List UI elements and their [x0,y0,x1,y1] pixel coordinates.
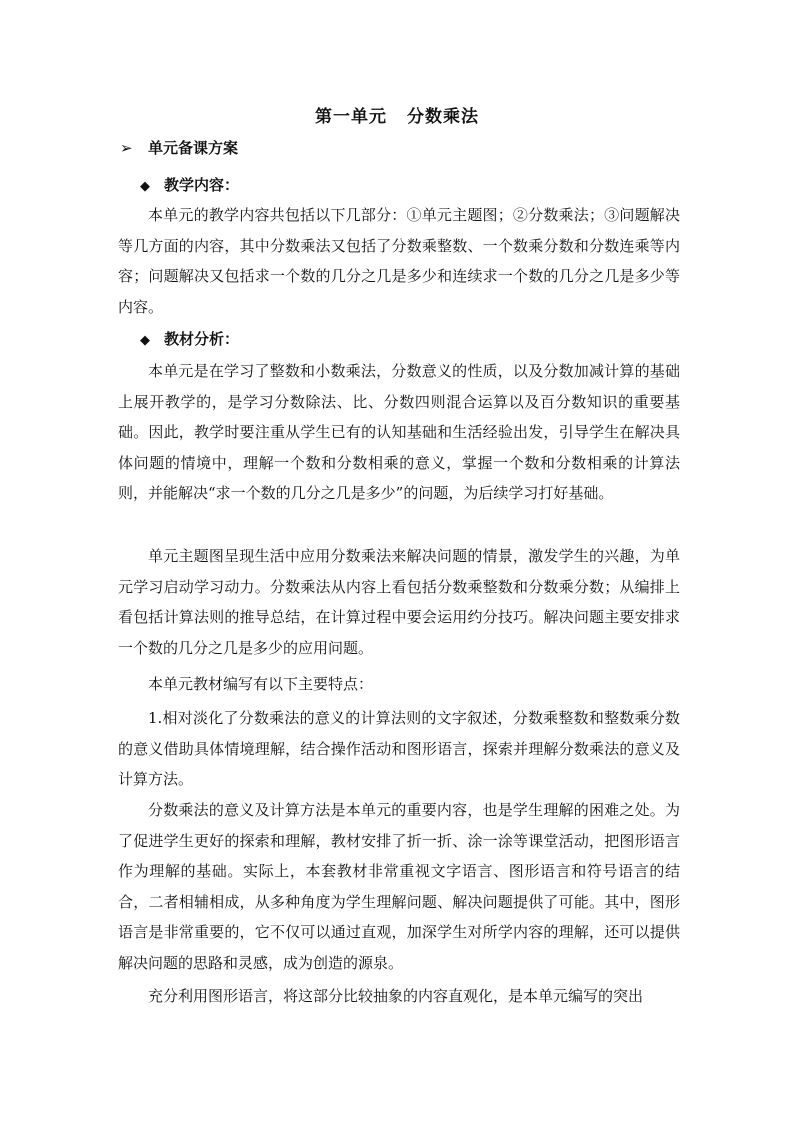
paragraph-feature-1: 1.相对淡化了分数乘法的意义的计算法则的文字叙述，分数乘整数和整数乘分数的意义借助具体情境理解，结合操作活动和图形语言，探索并理解分数乘法的意义及计算方法。 [118,709,680,788]
title-topic: 分数乘法 [407,107,479,127]
paragraph-analysis-1: 本单元是在学习了整数和小数乘法，分数意义的性质，以及分数加减计算的基础上展开教学的，是学习分数除法、比、分数四则混合运算以及百分数知识的重要基础。因此，教学时要注重从学生已有的认知基础和生活经验出发，引导学生在解决具体问题的情境中，理解一个数和分数相乘的意义，掌握一个数和分数相乘的计算法则，并能解决“求一个数的几分之几是多少”的问题，为后续学习打好基础。 [118,362,680,502]
section-heading [120,136,238,160]
arrow-bullet-icon: ➢ [120,139,133,157]
sub-heading-teaching-content [140,173,239,199]
paragraph-features-intro: 本单元教材编写有以下主要特点： [148,675,374,693]
sub-heading-material-analysis [140,327,239,353]
diamond-bullet-icon: ◆ [140,333,150,348]
paragraph-graphic-language: 充分利用图形语言，将这部分比较抽象的内容直观化，是本单元编写的突出 [148,987,644,1005]
section-heading-text: 单元备课方案 [148,139,239,157]
diamond-bullet-icon: ◆ [140,179,150,194]
paragraph-analysis-2: 单元主题图呈现生活中应用分数乘法来解决问题的情景，激发学生的兴趣，为单元学习启动学习动力。分数乘法从内容上看包括分数乘整数和分数乘分数；从编排上看包括计算法则的推导总结，在计算过程中要会运用约分技巧。解决问题主要安排求一个数的几分之几是多少的应用问题。 [118,547,680,657]
sub-heading-text: 教学内容： [164,176,240,194]
sub-heading-text: 教材分析： [164,330,240,348]
title-unit: 第一单元 [315,107,387,127]
paragraph-teaching-content: 本单元的教学内容共包括以下几部分：①单元主题图；②分数乘法；③问题解决等几方面的内容，其中分数乘法又包括了分数乘整数、一个数乘分数和分数连乘等内容；问题解决又包括求一个数的几分之几是多少和连续求一个数的几分之几是多少等内容。 [118,206,680,316]
page-title [0,104,794,130]
paragraph-feature-1-detail: 分数乘法的意义及计算方法是本单元的重要内容，也是学生理解的困难之处。为了促进学生更好的探索和理解，教材安排了折一折、涂一涂等课堂活动，把图形语言作为理解的基础。实际上，本套教材非常重视文字语言、图形语言和符号语言的结合，二者相辅相成，从多种角度为学生理解问题、解决问题提供了可能。其中，图形语言是非常重要的，它不仅可以通过直观，加深学生对所学内容的理解，还可以提供解决问题的思路和灵感，成为创造的源泉。 [118,801,680,972]
